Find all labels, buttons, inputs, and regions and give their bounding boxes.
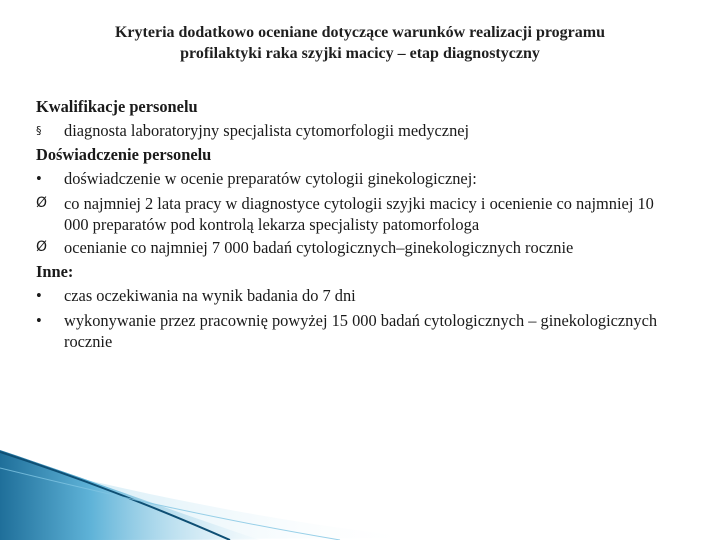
list-item-other-2	[36, 310, 676, 352]
heading-qualifications: Kwalifikacje personelu	[36, 97, 198, 116]
list-item-other-1	[36, 284, 676, 308]
title-line-1: Kryteria dodatkowo oceniane dotyczące warunków realizacji programu	[114, 24, 605, 41]
list-item-experience-2	[36, 193, 676, 235]
section-bullet-icon: §	[36, 124, 42, 137]
bullet-icon: •	[36, 311, 42, 330]
item-text: czas oczekiwania na wynik badania do 7 dni	[64, 286, 356, 305]
item-text: diagnosta laboratoryjny specjalista cytomorfologii medycznej	[64, 121, 470, 140]
item-text: doświadczenie w ocenie preparatów cytologii ginekologicznej:	[64, 169, 477, 188]
slide-title	[40, 22, 680, 64]
item-text: ocenianie co najmniej 7 000 badań cytologicznych–ginekologicznych rocznie	[64, 238, 574, 257]
heading-experience: Doświadczenie personelu	[36, 145, 212, 164]
title-line-2: profilaktyki raka szyjki macicy – etap diagnostyczny	[180, 45, 540, 62]
list-item-qualification-1	[36, 119, 676, 143]
item-text: wykonywanie przez pracownię powyżej 15 000 badań cytologicznych – ginekologicznych rocznie	[64, 311, 658, 351]
decorative-wave-footer	[0, 450, 720, 540]
arrow-bullet-icon: Ø	[36, 195, 48, 211]
slide-body	[36, 95, 676, 354]
list-item-experience-1	[36, 167, 676, 191]
bullet-icon: •	[36, 286, 42, 305]
item-text: co najmniej 2 lata pracy w diagnostyce cytologii szyjki macicy i ocenienie co najmniej 10 000 preparatów pod kontrolą lekarza specjalisty patomorfologa	[64, 194, 654, 234]
bullet-icon: •	[36, 169, 42, 188]
list-item-experience-3	[36, 237, 676, 258]
heading-other: Inne:	[36, 262, 74, 281]
arrow-bullet-icon: Ø	[36, 239, 48, 255]
